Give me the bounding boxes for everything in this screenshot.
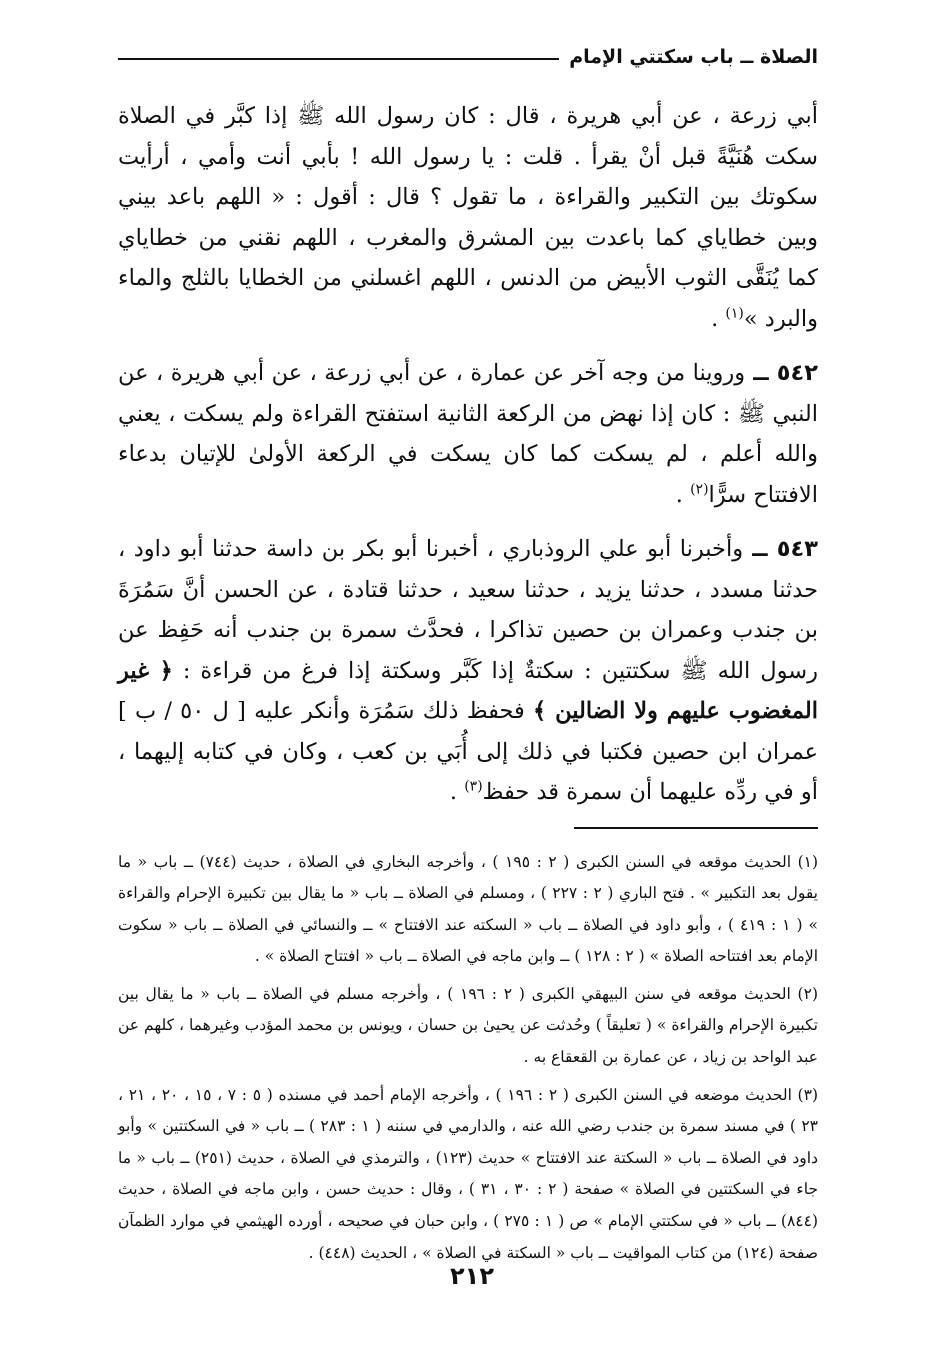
- hadith-text: وروينا من وجه آخر عن عمارة ، عن أبي زرعة ، عن أبي هريرة ، عن النبي ﷺ : كان إذا نهض من الركعة الثانية استفتح القراءة ولم يسكت ، يعني والله أعلم ، لم يسكت كما كان يسكت في الركعة الأولىٰ للإتيان بدعاء الافتتاح سرًّا: [118, 360, 818, 508]
- header-rule: [118, 58, 559, 60]
- hadith-text-part-1: وأخبرنا أبو علي الروذباري ، أخبرنا أبو بكر بن داسة حدثنا أبو داود ، حدثنا مسدد ، حدثنا يزيد ، حدثنا سعيد ، حدثنا قتادة ، عن الحسن أنَّ سَمُرَةَ بن جندب وعمران بن حصين تذاكرا ، فحدَّث سمرة بن جندب أنه حَفِظ عن رسول الله ﷺ سكتتين : سكتةٌ إذا كَبَّر وسكتة إذا فرغ من قراءة :: [118, 536, 818, 684]
- footnote-2: (٢) الحديث موقعه في سنن البيهقي الكبرى ( ٢ : ١٩٦ ) ، وأخرجه مسلم في الصلاة ــ باب « ما يقال بين تكبيرة الإحرام والقراءة » ( تعليقاً ) وحُدثت عن يحيىٰ بن حسان ، ويونس بن محمد المؤدب وغيرهما ، كلهم عن عبد الواحد بن زياد ، عن عمارة بن القعقاع به .: [118, 984, 818, 1067]
- paragraph-continuation: [118, 96, 818, 339]
- hadith-dash: ــ: [745, 360, 777, 386]
- hadith-text-part-2: فحفظ ذلك سَمُرَة وأنكر عليه [ ل ٥٠ / ب ] عمران ابن حصين فكتبا في ذلك إلى أُبَي بن كعب ، وكان في كتابه إليهما ، أو في ردِّه عليهما أن سمرة قد حفظ: [118, 698, 818, 805]
- footnote-ref-1: (١): [725, 305, 744, 321]
- footnote-ref-2: (٢): [690, 481, 709, 497]
- hadith-542: [118, 353, 818, 515]
- book-page: [118, 38, 818, 1338]
- page-number: ٢١٢: [450, 1262, 494, 1290]
- paragraph-end: .: [711, 305, 726, 332]
- paragraph-end: .: [449, 779, 465, 805]
- quran-quote: ﴿ غير المغضوب عليهم ولا الضالين ﴾: [118, 657, 818, 724]
- paragraph-text: أبي زرعة ، عن أبي هريرة ، قال : كان رسول الله ﷺ إذا كبَّر في الصلاة سكت هُنَيَّةً قبل أنْ يقرأ . قلت : يا رسول الله ! بأبي أنت وأمي ، أرأيت سكوتك بين التكبير والقراءة ، ما تقول ؟ قال : أقول : « اللهم باعد بيني وبين خطاياي كما باعدت بين المشرق والمغرب ، اللهم نقني من خطاياي كما يُنَقَّى الثوب الأبيض من الدنس ، اللهم اغسلني من الخطايا بالثلج والماء والبرد »: [118, 103, 818, 332]
- footnote-1: (١) الحديث موقعه في السنن الكبرى ( ٢ : ١٩٥ ) ، وأخرجه البخاري في الصلاة ، حديث (٧٤٤) ــ باب « ما يقول بعد التكبير » . فتح الباري ( ٢ : ٢٢٧ ) ، ومسلم في الصلاة ــ باب « ما يقال بين تكبيرة الإحرام والقراءة » ( ١ : ٤١٩ ) ، وأبو داود في الصلاة ــ باب « السكته عند الافتتاح » ــ والنسائي في الصلاة ــ باب « سكوت الإمام بعد افتتاحه الصلاة » ( ٢ : ١٢٨ ) ــ وابن ماجه في الصلاة ــ باب « افتتاح الصلاة » .: [118, 852, 819, 966]
- hadith-number: ٥٤٣: [776, 536, 818, 562]
- paragraph-end: .: [675, 481, 691, 508]
- hadith-dash: ــ: [743, 536, 777, 562]
- footnote-ref-3: (٣): [464, 778, 483, 795]
- footnote-3: (٣) الحديث موضعه في السنن الكبرى ( ٢ : ١٩٦ ) ، وأخرجه الإمام أحمد في مسنده ( ٥ : ٧ ، ١٥ ، ٢٠ ، ٢١ ، ٢٣ ) في مسند سمرة بن جندب رضي الله عنه ، والدارمي في سننه ( ١ : ٢٨٣ ) ــ باب « في السكتتين » وأبو داود في الصلاة ــ باب « السكتة عند الافتتاح » حديث (١٢٣) ، والترمذي في الصلاة ، حديث (٢٥١) ــ باب « ما جاء في السكتتين في الصلاة » صفحة ( ٢ : ٣٠ ، ٣١ ) ، وقال : حديث حسن ، وابن ماجه في الصلاة ، حديث (٨٤٤) ــ باب « في سكتتي الإمام » ص ( ١ : ٢٧٥ ) ، وابن حبان في صحيحه ، أورده الهيثمي في موارد الظمآن صفحة (١٢٤) من كتاب المواقيت ــ باب « السكتة في الصلاة » ، الحديث (٤٤٨) .: [118, 1085, 819, 1262]
- main-text: [118, 96, 818, 813]
- footnote-separator: [574, 827, 818, 829]
- header-title: الصلاة ــ باب سكتتي الإمام: [569, 46, 818, 68]
- hadith-number: ٥٤٢: [776, 360, 818, 386]
- running-header: [118, 38, 818, 76]
- footnotes: [118, 847, 818, 1270]
- hadith-543: [118, 529, 818, 813]
